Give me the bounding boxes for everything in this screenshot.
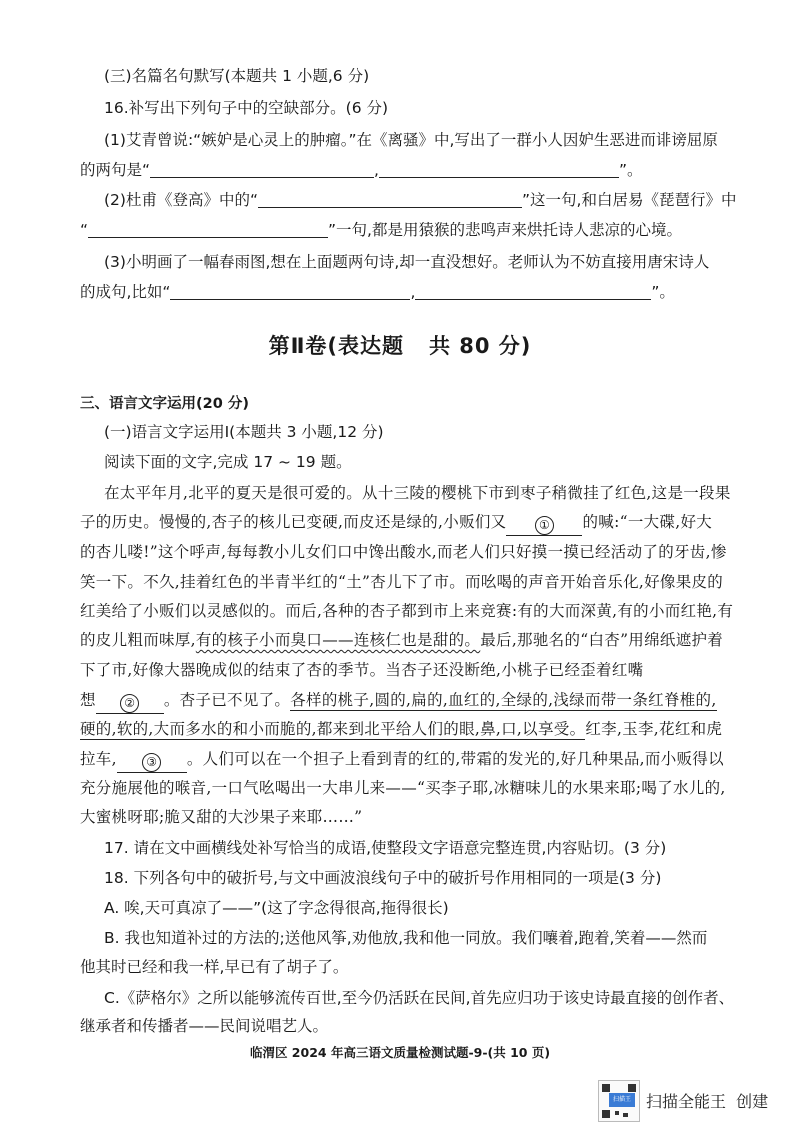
wavy-underlined-sentence: 有的核子小而臭口——连核仁也是甜的。 bbox=[195, 631, 481, 649]
passage-line bbox=[80, 512, 712, 536]
q16-1-prefix: 的两句是“ bbox=[80, 161, 151, 179]
answer-blank[interactable] bbox=[415, 283, 651, 300]
section-heading: (三)名篇名句默写(本题共 1 小题,6 分) bbox=[104, 67, 370, 85]
passage-text: 子的历史。慢慢的,杏子的核儿已变硬,而皮还是绿的,小贩们又 bbox=[80, 513, 507, 531]
passage-line bbox=[80, 719, 722, 739]
q16-3-prefix: 的成句,比如“ bbox=[80, 283, 171, 301]
question-17: 17. 请在文中画横线处补写恰当的成语,使整段文字语意完整连贯,内容贴切。(3 分) bbox=[104, 839, 667, 857]
q16-3-comma: , bbox=[410, 283, 416, 301]
circled-number: ① bbox=[535, 516, 554, 535]
q16-1-suffix: ”。 bbox=[618, 161, 643, 179]
option-b-line2: 他其时已经和我一样,早已有了胡子了。 bbox=[80, 958, 349, 976]
option-c-line2: 继承者和传播者——民间说唱艺人。 bbox=[80, 1017, 329, 1035]
answer-blank[interactable] bbox=[150, 161, 374, 178]
option-a: A. 唉,天可真凉了——”(这了字念得很高,拖得很长) bbox=[104, 899, 449, 917]
passage-line: 充分施展他的喉音,一口气吆喝出一大串儿来——“买李子耶,冰糖味儿的水果来耶;喝了水儿的, bbox=[80, 779, 726, 797]
passage-text: 最后,那驰名的“白杏”用绵纸遮护着 bbox=[480, 631, 724, 649]
answer-blank[interactable] bbox=[170, 283, 410, 300]
qr-code-icon bbox=[598, 1080, 640, 1122]
question-16-2-line1 bbox=[104, 190, 736, 210]
passage-line: 下了市,好像大器晚成似的结束了杏的季节。当杏子还没断绝,小桃子已经歪着红嘴 bbox=[80, 661, 644, 679]
question-16-title: 16.补写出下列句子中的空缺部分。(6 分) bbox=[104, 99, 389, 117]
option-c-line1: C.《萨格尔》之所以能够流传百世,至今仍活跃在民间,首先应归功于该史诗最直接的创作者、 bbox=[104, 989, 735, 1007]
reading-instruction: 阅读下面的文字,完成 17 ~ 19 题。 bbox=[104, 453, 352, 471]
subsection-heading: (一)语言文字运用Ⅰ(本题共 3 小题,12 分) bbox=[104, 423, 384, 441]
q16-1-comma: , bbox=[374, 161, 379, 179]
passage-line: 在太平年月,北平的夏天是很可爱的。从十三陵的樱桃下市到枣子稍微挂了红色,这是一段果 bbox=[104, 484, 731, 502]
scanner-watermark: 扫描全能王 创建 bbox=[646, 1092, 769, 1111]
passage-line bbox=[80, 630, 723, 650]
q16-3-suffix: ”。 bbox=[651, 283, 675, 301]
passage-text: 拉车, bbox=[80, 750, 117, 768]
question-18-title: 18. 下列各句中的破折号,与文中画波浪线句子中的破折号作用相同的一项是(3 分) bbox=[104, 869, 662, 887]
circled-number: ② bbox=[120, 694, 139, 713]
passage-line bbox=[80, 749, 724, 773]
passage-text: 的喊:“一大碟,好大 bbox=[582, 513, 713, 531]
passage-text: 的皮儿粗而味厚, bbox=[80, 631, 196, 649]
question-16-3-line2 bbox=[80, 282, 675, 302]
fill-blank-2[interactable] bbox=[96, 693, 164, 714]
answer-blank[interactable] bbox=[258, 191, 522, 208]
passage-text: 想 bbox=[80, 691, 96, 709]
question-16-1-line2 bbox=[80, 160, 643, 180]
passage-text: 。人们可以在一个担子上看到青的红的,带霜的发光的,好几种果品,而小贩得以 bbox=[186, 750, 724, 768]
circled-number: ③ bbox=[142, 753, 161, 772]
q16-2-suffix: ”这一句,和白居易《琵琶行》中 bbox=[522, 191, 737, 209]
passage-text: 。杏子已不见了。 bbox=[163, 691, 291, 709]
part-2-title: 第Ⅱ卷(表达题 共 80 分) bbox=[268, 334, 532, 358]
answer-blank[interactable] bbox=[379, 161, 619, 178]
fill-blank-3[interactable] bbox=[117, 752, 187, 773]
q16-2b-suffix: ”一句,都是用猿猴的悲鸣声来烘托诗人悲凉的心境。 bbox=[328, 221, 682, 239]
underlined-sentence: 各样的桃子,圆的,扁的,血红的,全绿的,浅绿而带一条红脊椎的, bbox=[290, 691, 717, 709]
fill-blank-1[interactable] bbox=[506, 515, 582, 536]
question-16-2-line2 bbox=[80, 220, 682, 240]
passage-line: 大蜜桃呀耶;脆又甜的大沙果子来耶……” bbox=[80, 808, 363, 826]
passage-line: 笑一下。不久,挂着红色的半青半红的“土”杏儿下了市。而吆喝的声音开始音乐化,好像果皮的 bbox=[80, 573, 724, 591]
q16-2b-prefix: “ bbox=[80, 221, 89, 239]
section-heading: 三、语言文字运用(20 分) bbox=[80, 396, 249, 412]
question-16-3-line1: (3)小明画了一幅春雨图,想在上面题两句诗,却一直没想好。老师认为不妨直接用唐宋诗人 bbox=[104, 253, 710, 271]
option-b-line1: B. 我也知道补过的方法的;送他风筝,劝他放,我和他一同放。我们嚷着,跑着,笑着——然而 bbox=[104, 929, 708, 947]
underlined-sentence: 硬的,软的,大而多水的和小而脆的,都来到北平给人们的眼,鼻,口,以享受。 bbox=[80, 720, 586, 738]
page-footer: 临渭区 2024 年高三语文质量检测试题-9-(共 10 页) bbox=[249, 1045, 551, 1060]
passage-line: 红美给了小贩们以灵感似的。而后,各种的杏子都到市上来竞赛:有的大而深黄,有的小而红艳,有 bbox=[80, 602, 734, 620]
question-16-1-line1: (1)艾青曾说:“嫉妒是心灵上的肿瘤。”在《离骚》中,写出了一群小人因妒生恶进而诽谤屈原 bbox=[104, 131, 718, 149]
passage-line bbox=[80, 690, 717, 714]
passage-text: 红李,玉李,花红和虎 bbox=[585, 720, 723, 738]
answer-blank[interactable] bbox=[88, 221, 328, 238]
passage-line: 的杏儿喽!”这个呼声,每每教小儿女们口中馋出酸水,而老人们只好摸一摸已经活动了的牙齿,惨 bbox=[80, 543, 727, 561]
qr-tag-label: 扫描王 bbox=[609, 1093, 635, 1107]
q16-2-prefix: (2)杜甫《登高》中的“ bbox=[104, 191, 258, 209]
